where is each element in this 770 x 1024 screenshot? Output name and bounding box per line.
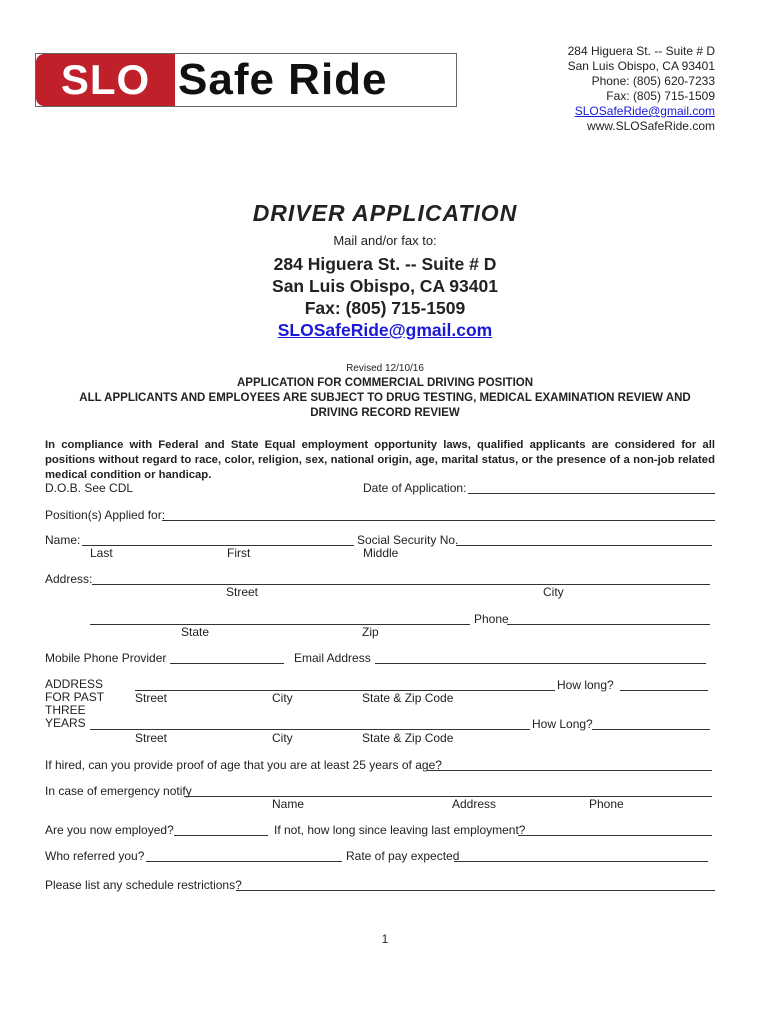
past-address-1-field[interactable]: [135, 690, 555, 691]
dob-label: D.O.B. See CDL: [45, 481, 134, 495]
mail-email-link[interactable]: SLOSafeRide@gmail.com: [277, 320, 493, 340]
logo-safe-ride: Safe Ride: [178, 55, 388, 104]
street-caption-3: Street: [135, 731, 168, 745]
revised-date: Revised 12/10/16: [346, 363, 424, 374]
compliance-paragraph: In compliance with Federal and State Equal employment opportunity laws, qualified applicants are considered for all positions without regard to race, color, religion, sex, national origin, age, marital status, or the presence of a non-job related medical condition or handicap.: [45, 439, 715, 481]
how-long-2-field[interactable]: [592, 729, 710, 730]
city-caption-2: City: [272, 691, 293, 705]
address-label: Address:: [45, 572, 93, 586]
past-address-label: ADDRESS FOR PAST THREE YEARS: [45, 677, 105, 730]
date-app-label: Date of Application:: [363, 481, 467, 495]
emergency-phone-caption: Phone: [589, 797, 624, 811]
middle-caption: Middle: [363, 546, 399, 560]
contact-city: San Luis Obispo, CA 93401: [567, 59, 715, 73]
employed-label: Are you now employed?: [45, 823, 174, 837]
contact-phone: Phone: (805) 620-7233: [591, 74, 715, 88]
position-field[interactable]: [162, 520, 715, 521]
schedule-field[interactable]: [236, 890, 715, 891]
address-field[interactable]: [92, 584, 710, 585]
last-caption: Last: [90, 546, 113, 560]
company-logo: [35, 53, 457, 107]
how-long-field[interactable]: [620, 690, 708, 691]
emergency-name-caption: Name: [272, 797, 305, 811]
mobile-label: Mobile Phone Provider: [45, 651, 167, 665]
state-zip-caption-2: State & Zip Code: [362, 731, 454, 745]
mail-street: 284 Higuera St. -- Suite # D: [273, 254, 497, 274]
email-label: Email Address: [294, 651, 371, 665]
page-title: DRIVER APPLICATION: [252, 200, 518, 226]
if-not-label: If not, how long since leaving last employment?: [274, 823, 526, 837]
mail-fax: Fax: (805) 715-1509: [304, 298, 466, 318]
logo-slo: SLO: [36, 54, 175, 106]
contact-email-link[interactable]: SLOSafeRide@gmail.com: [574, 104, 715, 118]
page-number: 1: [381, 932, 389, 946]
ssn-field[interactable]: [456, 545, 712, 546]
state-caption: State: [181, 625, 210, 639]
position-label: Position(s) Applied for:: [45, 508, 166, 522]
rate-label: Rate of pay expected: [346, 849, 460, 863]
state-zip-caption: State & Zip Code: [362, 691, 454, 705]
header-contact: [568, 44, 715, 134]
zip-caption: Zip: [362, 625, 379, 639]
emergency-label: In case of emergency notify: [45, 784, 192, 798]
street-caption: Street: [226, 585, 259, 599]
headline-driving-record: DRIVING RECORD REVIEW: [310, 407, 460, 419]
proof-age-field[interactable]: [427, 770, 712, 771]
rate-field[interactable]: [454, 861, 708, 862]
city-caption-3: City: [272, 731, 293, 745]
street-caption-2: Street: [135, 691, 168, 705]
name-field[interactable]: [82, 545, 354, 546]
phone-label: Phone: [474, 612, 509, 626]
if-not-field[interactable]: [518, 835, 712, 836]
mobile-field[interactable]: [170, 663, 284, 664]
emergency-field[interactable]: [184, 796, 712, 797]
date-app-field[interactable]: [468, 493, 715, 494]
first-caption: First: [227, 546, 251, 560]
past-address-2-field[interactable]: [90, 729, 530, 730]
headline-position: APPLICATION FOR COMMERCIAL DRIVING POSITION: [236, 377, 534, 389]
state-zip-field[interactable]: [90, 624, 470, 625]
ssn-label: Social Security No.: [357, 533, 459, 547]
how-long-label: How long?: [557, 678, 614, 692]
city-caption: City: [543, 585, 564, 599]
referred-field[interactable]: [146, 861, 342, 862]
contact-fax: Fax: (805) 715-1509: [606, 89, 715, 103]
phone-field[interactable]: [507, 624, 710, 625]
schedule-label: Please list any schedule restrictions?: [45, 878, 242, 892]
mail-label: Mail and/or fax to:: [333, 233, 437, 248]
name-label: Name:: [45, 533, 81, 547]
email-field[interactable]: [375, 663, 706, 664]
headline-subject: ALL APPLICANTS AND EMPLOYEES ARE SUBJECT TO DRUG TESTING, MEDICAL EXAMINATION REVIEW AND: [79, 392, 691, 404]
how-long-label-2: How Long?: [532, 717, 593, 731]
referred-label: Who referred you?: [45, 849, 145, 863]
contact-street: 284 Higuera St. -- Suite # D: [567, 44, 715, 58]
mail-city: San Luis Obispo, CA 93401: [272, 276, 498, 296]
employed-field[interactable]: [174, 835, 268, 836]
emergency-address-caption: Address: [452, 797, 497, 811]
proof-age-label: If hired, can you provide proof of age that you are at least 25 years of age?: [45, 758, 442, 772]
contact-website: www.SLOSafeRide.com: [586, 119, 715, 133]
